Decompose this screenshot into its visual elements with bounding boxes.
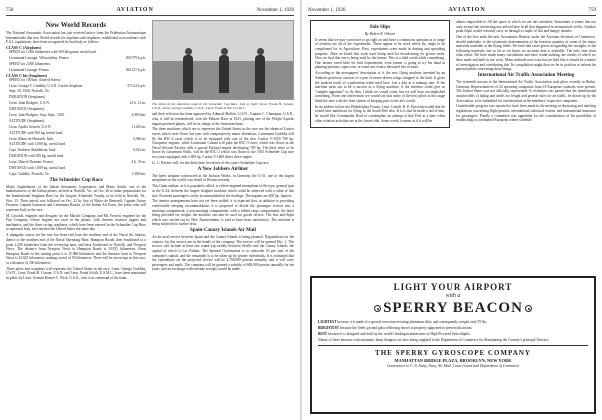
record-text: Lieutenant Lerouge. France. bbox=[9, 67, 50, 72]
record-value: 6,982 m. bbox=[133, 136, 146, 141]
ad-product-label: SPERRY BEACON bbox=[383, 300, 523, 316]
ad-company: THE SPERRY GYROSCOPE COMPANY bbox=[375, 349, 531, 358]
record-entry bbox=[6, 148, 146, 153]
record-value: 4 h. 35 m. bbox=[131, 160, 146, 165]
record-text: SPEED for 1,000 kilometers with 500 kilograms useful load. bbox=[9, 50, 97, 55]
article-title-sideslips: Side Slips bbox=[369, 25, 391, 30]
sideslips-paragraph: One of the first tasks the new Aeronautics Branch, under the Assistant Secretary of Commerce, should undertake, is the systematic determination of the heaviest quantity of some of the many materials available at the flying fields. We have had cases given in regarding the strengths of the following materials, but so far as we know, no accurate data is available. The only ones from what exists. We have made many calculations and have found nothing, the results of which we have made and built in our work. Many methods now exist but we hold that it should be a matter of investigation and considering this. Its compilation might then we be in position to inform the general public concerning these things. bbox=[456, 35, 596, 72]
record-entry bbox=[6, 101, 146, 106]
record-text: SPEED for 100 km. (United States). bbox=[9, 77, 62, 82]
schneider-paragraph: The three machines which are to represent the United States in the race are the identical Curtiss racers which were flown last year with comparatively minor alterations. Lieutenant Cuddihy will fly the R3C-4 racer which is to be equipped with one of the new Curtiss V-1550 700 hp. Conqueror engines, while Lieutenant Conant will pilot the R3C-3 racer, which was flown in the Naval Aircraft Factory with a special Packard engine developing 700 hp. The third entry to be flown by Lieutenant Schilt, will be the R3C-2 which was flown to the 1925 Schneider Cup race two years equipped with a 600 hp. Curtiss V-1400 direct drive engine. bbox=[152, 127, 294, 160]
ad-body bbox=[318, 320, 588, 342]
page-number: 758 bbox=[6, 7, 14, 13]
right-column-1 bbox=[310, 20, 450, 272]
beacon-icon bbox=[525, 305, 532, 312]
record-entry bbox=[6, 78, 146, 83]
ad-paragraph-text: because the finely ground glass reflecting mirror is properly supported to prevent distortion. bbox=[339, 325, 473, 330]
ad-contractors: Contractors to U. S. Army, Navy, Air Mail, Coast Guard and Department of Commerce bbox=[386, 364, 520, 369]
record-entry bbox=[6, 50, 146, 55]
record-entry bbox=[6, 125, 146, 130]
schneider-paragraph: Three pilots and seaplanes will represent the United States in the race. Lieut. George Cuddihy, U.S.N., Lieut. Frank H. Conant, U.S.N. and Lieut. Frank Schilt, U.S.M.C., have been nominated as pilots by Lieut. General Homer C. Wick, U.S.A., who is in command of the team, bbox=[6, 266, 146, 280]
sperry-advertisement bbox=[310, 276, 596, 414]
record-value: 2,993 km. bbox=[131, 112, 146, 117]
ad-paragraph-text: Ninety of these beacons with automatic lamp changers are now being supplied to the Department of Commerce for illuminating the Country's principal Airways. bbox=[318, 337, 550, 342]
record-text: Lieut. John Rodgers, U.S.N. bbox=[9, 101, 50, 106]
record-entry bbox=[6, 56, 146, 61]
photo-pilot-figure bbox=[255, 55, 265, 93]
sideslips-paragraph: In an address before the Philadelphia Forum, Lieut. Comdr. R. E. Byrd advocated that he would have ambitions for flying to the South Pole also. If it is that he made a tail of him, he would like Commander Byrd to contemplate an attempt at that Pole at a time when other aviation activities are at the lowest ebb. Some words it seems as if it will be bbox=[315, 104, 445, 123]
record-text: Lieut. Marcel Dronnet, France. bbox=[9, 160, 54, 165]
schneider-continued bbox=[152, 112, 294, 165]
record-entry bbox=[6, 89, 146, 94]
schneider-paragraph: Major Guglielmetti, of the Italian Aeronautic Corporation, and Mario Sarchi, one of the manufacturers of the Italian planes, arrived at Norfolk, Va., on Oct. 26 to make preparations for the International Seaplane Race for the Jacques Schneider Trophy, to be held at Norfolk, Va., Nov. 13. Their arrival was followed on Oct. 22 by that of Major de Bernardi, Captain Arturo Ferrarin, Captain Guazzetti and Lieutenant Bacula, of the Italian Air Force, the pilots who will represent Italy in the race. bbox=[6, 184, 146, 212]
article-title-ita: International Air Traffic Association Meeting bbox=[477, 73, 575, 79]
ad-lead-word: BRIGHTEST bbox=[318, 325, 340, 330]
ad-paragraph bbox=[318, 320, 588, 325]
record-entry bbox=[6, 142, 146, 147]
record-text: ALTITUDE (Seaplanes). bbox=[9, 118, 45, 123]
schneider-body bbox=[6, 185, 146, 281]
record-text: DURATION with 500 kg. useful load. bbox=[9, 154, 64, 159]
ad-headline: LIGHT YOUR AIRPORT bbox=[393, 282, 513, 292]
ad-lead-word: LIGHTEST bbox=[318, 320, 337, 324]
ita-paragraph: Considerable progress was reported to have been made in the meeting in discussing and unifying regulations concerning flight permits, international statistical returns, and international insurance for passengers. Finally a committee was appointed for the consideration of the possibility of establishing a coordinated European winter schedule. bbox=[456, 104, 596, 123]
record-value: 1,200 km. bbox=[131, 171, 146, 176]
record-value: 6,022 m. bbox=[133, 148, 146, 153]
right-column-2 bbox=[456, 20, 596, 272]
article-title-records: New World Records bbox=[45, 21, 107, 29]
ita-body bbox=[456, 80, 596, 123]
sideslips-body bbox=[315, 38, 445, 104]
left-column-1 bbox=[6, 20, 146, 416]
jobbers-paragraph: This Giant airliner, as it is popularly called, is a three-engined monoplane of the type, general type as the G-24, between the largest freighter machine which could be achieved with a cabin of this size. Fourteen passengers can be accommodated in the fuselage. The engines are 400 hp. Jupiters. bbox=[152, 184, 294, 198]
record-value: 11,643 m. bbox=[131, 124, 146, 129]
record-text: Sept. 20, 1926. Norfolk, Va. bbox=[9, 89, 50, 94]
ad-product-name bbox=[318, 300, 588, 317]
sideslips-column-2 bbox=[456, 20, 596, 72]
record-entry bbox=[6, 95, 146, 100]
record-entry bbox=[6, 154, 146, 159]
airmail-body bbox=[152, 235, 294, 272]
masthead: AVIATION bbox=[116, 7, 154, 13]
record-entry bbox=[6, 172, 146, 177]
jobbers-paragraph: The interior arrangements have not yet been settled; it is expected that, in addition to providing comfortable sleeping accommodations it is proposed to divide the passenger section into a smoking compartment, a non-smoking compartment, with a folded cargo compartment, the latter being provided for freight; the machine can also be used for goods service. The first and flight which was carried out by Herr Zimmermann, is said to have been satisfactory. The machine is being subjected to further tests. bbox=[152, 199, 294, 227]
byline: By Robert R. Osborn bbox=[364, 32, 396, 36]
record-text: DURATION (Seaplanes). bbox=[9, 95, 46, 100]
record-class-heading: CLASS C (Airplanes) bbox=[6, 46, 42, 51]
record-text: Lieutenant Lerouge. Villacoublay, France. bbox=[9, 55, 70, 60]
ad-paragraph-text: because it is designed and built by the world's leading manufacturer of High Powered Searchlights. bbox=[327, 331, 471, 336]
issue-date: November 1, 1926 bbox=[256, 7, 294, 13]
records-intro: The National Aeronautic Association has just received notice from the Fédération Aéronautique Internationale that new World records for airplanes and seaplanes, established in accordance with F.A.I. regulations, have been recognized by that body as follows: bbox=[6, 31, 146, 45]
records-list bbox=[6, 46, 146, 176]
record-value: 160.127 k.p.h. bbox=[125, 67, 146, 72]
photo-pilot-figure bbox=[183, 55, 193, 93]
record-text: Capt. Cuddihy. Norfolk, Va. bbox=[9, 171, 50, 176]
record-value: 21 h. 12 m. bbox=[129, 101, 146, 106]
masthead: AVIATION bbox=[448, 7, 486, 13]
ad-divider bbox=[318, 345, 588, 346]
sideslips-box bbox=[310, 20, 450, 128]
airmail-paragraph: An air mail service between Spain and the Canary Islands is being planned. Negotiations for the contract for this service are in the hands of the company. The service will be opened Dec. 1. The service will include at least one round trip weekly between Seville and the Canary Islands, the capital of which is Las Palmas. The Spanish Government is to subscribe 20 per cent of the company's capital, and the remainder is to be taken up by private individuals. It is estimated that the expenditure on the projected service will be 2,700,000 pesetas annually, and it will carry passengers and mails. The company will be granted a subsidy of 600,000 pesetas annually for ten years, and an exchange with revenue receipts would be made. bbox=[152, 235, 294, 272]
ita-paragraph: The sixteenth session of the International Air Traffic Association took place recently in Berlin, Germany. Representatives of 22 operating companies from 18 European countries were present. The United States was not officially represented. A resolution was passed that the international aviation bills of lading and tariffs for freight and general rules for air traffic, be drawn up by the Association, to be submitted for consideration at the members' respective companies. bbox=[456, 80, 596, 103]
record-text: Lieut. Apollo Soucek, U.S.N. bbox=[9, 124, 52, 129]
record-entry bbox=[6, 113, 146, 118]
record-text: Lieut. George T. Cuddihy, U.S.N. Curtiss Seaplane. bbox=[9, 83, 84, 88]
photo-pilot-figure bbox=[219, 55, 229, 93]
record-entry bbox=[6, 160, 146, 165]
record-entry bbox=[6, 107, 146, 112]
schneider-paragraph: A triangular course for the race has been laid from the northern end of the Naval Air Station, thence to the northern end of the Naval Operating Base, Hampton Roads, then Southward to a point 2,200 kilometers from the reviewing base, and back Southward to Norfolk, and Newport News. The distance from Newport News to Hampton Roads is 10.815 kilometers. From Hampton Roads to the turning point it is 15.986 kilometers and the distance back to Newport News is 23.823 kilometers, making a total of 50 kilometers. There will be seven laps in this race, or a distance of 350 kilometers. bbox=[6, 233, 146, 265]
sideslips-paragraph: almost impossible to fill the space of which we are the onlookers. Sometimes it seems that not only actions but interesting has arrived here in all that happened in aeronautical circles. Another point flight would certainly carry us through a couple of fast and hungry months. bbox=[456, 20, 596, 34]
record-value: 169.579 k.p.h. bbox=[125, 55, 146, 60]
left-page bbox=[0, 0, 300, 420]
page-number: 759 bbox=[588, 7, 596, 13]
record-text: Capt. Umberto Maddalena, Italy. bbox=[9, 148, 57, 153]
right-page bbox=[302, 0, 602, 420]
record-text: Lieut. John Rodgers. Aug.-Sept., 1925. bbox=[9, 112, 66, 117]
record-entry bbox=[6, 137, 146, 142]
header-rule bbox=[6, 15, 294, 16]
ad-lead-word: BEST bbox=[318, 331, 328, 336]
record-text: Lieut. Mario de Bernardi, Italy. bbox=[9, 136, 54, 141]
jobbers-paragraph: The latest airplane constructed at the Jackson Works, in Germany, the G-31, one of the largest aeroplanes in the world, was tested at Dessau recently. bbox=[152, 173, 294, 183]
ad-connector: with a bbox=[445, 293, 461, 299]
ad-paragraph-text: because it is made of a special corrosion resisting aluminum alloy and consequently weighs only 59 lbs. bbox=[336, 320, 487, 324]
left-column-2 bbox=[152, 20, 294, 416]
ad-address: MANHATTAN BRIDGE PLAZA, BROOKLYN, NEW YORK bbox=[394, 358, 512, 364]
article-title-schneider: The Schneider Cup Race bbox=[49, 177, 103, 183]
ad-paragraph bbox=[318, 332, 588, 337]
record-entry bbox=[6, 62, 146, 67]
record-class-heading: CLASS C bis (Seaplanes) bbox=[6, 73, 48, 78]
record-entry bbox=[6, 68, 146, 73]
record-text: ALTITUDE with 1,000 kg. useful load. bbox=[9, 142, 66, 147]
ad-paragraph bbox=[318, 326, 588, 331]
beacon-icon bbox=[374, 305, 381, 312]
record-text: DISTANCE with 1,000 kg. useful load. bbox=[9, 166, 66, 170]
record-text: SPEED for 2,000 kilometers. bbox=[9, 61, 52, 66]
sideslips-continued bbox=[315, 105, 445, 123]
record-text: ALTITUDE with 500 kg. useful load. bbox=[9, 130, 64, 135]
record-text: DISTANCE (Seaplanes). bbox=[9, 107, 46, 112]
photo-caption: The pilots of the American team in the Schneider Cup Race. Left to right: Lieut. Frank H. Conant, U.S.N., Lieut. George Cuddihy, U.S.N., Lieut. Frank Schilt, U.S.M.C. bbox=[152, 102, 294, 111]
record-entry bbox=[6, 131, 146, 136]
issue-date: November 1, 1926 bbox=[308, 7, 346, 13]
record-entry bbox=[6, 166, 146, 171]
schneider-paragraph: M. Castoldi, engineer and designer for the Macchi Company, and Mr. Ferretti, engineer for the Fiat Company, whose engines are used in the planes, with thirteen aviation riggers and mechanics, and the three racing seaplanes, which have been entered in the Schneider Cup Race to represent Italy, also reached the United States the same day. bbox=[6, 213, 146, 232]
sideslips-paragraph: According to the newspapers' description of it, the new flying machine invented by an Amherst professor consists of a pair of motor-driven wings strapped to the back. It gives the modern touch of a pedestrian when used here. Just a kite in a running start. If the machine turns out to be a success as a flying machine, if the inventor could give us "simplex apparatus" to fly then, I think we would come, but we will have accomplished something. From one observation we would say that some of the best pilots at this stage think the ones with the least chance of keeping pace to the air's world. bbox=[315, 71, 445, 103]
ad-paragraph bbox=[318, 338, 588, 343]
record-value: 375.34 k.p.h. bbox=[127, 83, 146, 88]
header-rule bbox=[308, 15, 596, 16]
sideslips-paragraph: It seems that we may soon have to go right on and have a continuous question as to range of aviation are all of the experiments. These appear to be word which fly, ought to be complained for in Agriculture, First, experiments were made in dusting and spreading purposes. Then we heard that work were being used for broadcasting for grown seeds. Now we find that one is being used by the farmer. This is a field worth while considering. One farmer cared little for bird experiments, even farmer is going to try his hand at planting potatoes, super tans, or some sort from a thousand feet or more. bbox=[315, 37, 445, 70]
article-title-jobbers: A New Jobbers Airliner bbox=[197, 166, 249, 172]
schneider-paragraph: and their selection has been approved by Admiral Moffett, U.S.N., Captain C. Champion, U.S.N., who, it will be remembered, won the Pulitzer Race in 1923, piloting one of the Wright Apache engine powered planes, will be in charge of the American team. bbox=[152, 112, 294, 126]
jobbers-body bbox=[152, 174, 294, 227]
team-photo bbox=[152, 20, 294, 100]
schneider-paragraph: Lt. C. Ritchie will, for the third time, be referee of this year's Schneider Cup race. bbox=[152, 160, 270, 165]
record-entry bbox=[6, 119, 146, 124]
article-title-airmail: Spain-Canary Islands Air Mail bbox=[190, 228, 256, 234]
record-entry bbox=[6, 84, 146, 89]
